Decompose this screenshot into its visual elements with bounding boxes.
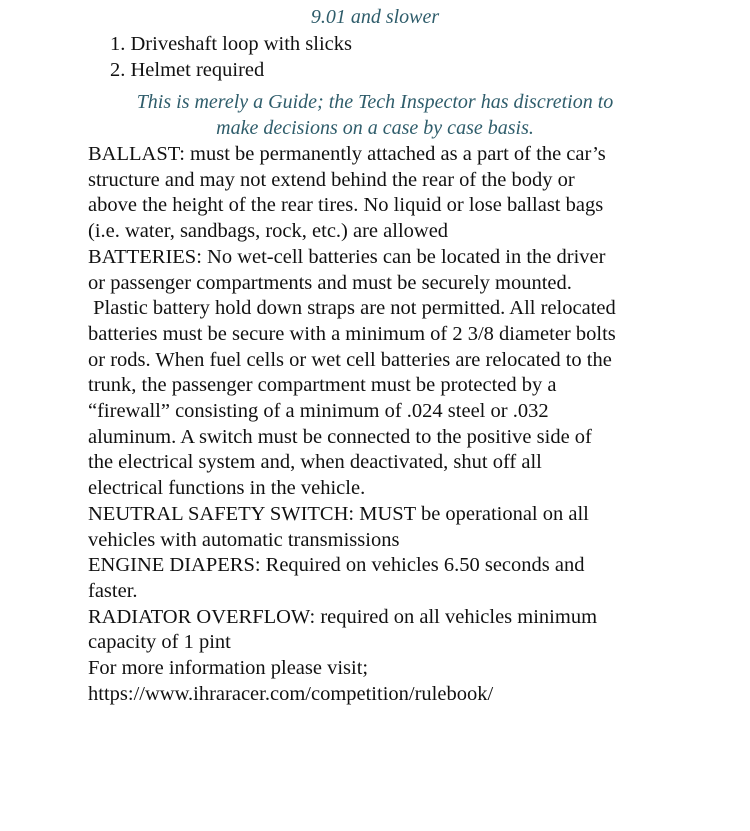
requirement-item: 2. Helmet required (110, 58, 265, 81)
ballast-rule-line: above the height of the rear tires. No liquid or lose ballast bags (88, 194, 604, 217)
engine-diapers-rule-line: ENGINE DIAPERS: Required on vehicles 6.50 seconds and (88, 554, 585, 577)
ballast-rule-line: structure and may not extend behind the rear of the body or (88, 168, 575, 191)
requirement-item: 1. Driveshaft loop with slicks (110, 33, 352, 55)
guide-disclaimer-line: This is merely a Guide; the Tech Inspector has discretion to (136, 91, 614, 113)
batteries-rule-line: electrical functions in the vehicle. (88, 477, 366, 500)
speed-class-heading: 9.01 and slower (310, 6, 440, 28)
batteries-rule-line: Plastic battery hold down straps are not permitted. All relocated (88, 297, 616, 320)
requirements-list (110, 32, 352, 83)
radiator-overflow-rule-line: capacity of 1 pint (88, 631, 231, 654)
engine-diapers-rule-line: faster. (88, 579, 138, 602)
batteries-rule-line: the electrical system and, when deactivated, shut off all (88, 451, 542, 474)
rulebook-url[interactable]: https://www.ihraracer.com/competition/rulebook/ (88, 682, 494, 705)
ballast-rule-line: (i.e. water, sandbags, rock, etc.) are allowed (88, 220, 449, 243)
radiator-overflow-rule-line: RADIATOR OVERFLOW: required on all vehicles minimum (88, 605, 598, 628)
ballast-rule-line: BALLAST: must be permanently attached as a part of the car’s (88, 143, 606, 165)
batteries-rule-line: or passenger compartments and must be securely mounted. (88, 271, 572, 294)
rules-body (88, 142, 688, 707)
batteries-rule-line: “firewall” consisting of a minimum of .024 steel or .032 (88, 400, 549, 423)
guide-disclaimer-line: make decisions on a case by case basis. (216, 117, 534, 139)
more-info-text: For more information please visit; (88, 657, 369, 680)
neutral-safety-rule-line: vehicles with automatic transmissions (88, 528, 400, 551)
guide-disclaimer (95, 89, 655, 141)
batteries-rule-line: batteries must be secure with a minimum of 2 3/8 diameter bolts (88, 322, 616, 345)
batteries-rule-line: BATTERIES: No wet-cell batteries can be located in the driver (88, 245, 606, 268)
batteries-rule-line: trunk, the passenger compartment must be protected by a (88, 374, 557, 397)
batteries-rule-line: or rods. When fuel cells or wet cell batteries are relocated to the (88, 348, 612, 371)
neutral-safety-rule-line: NEUTRAL SAFETY SWITCH: MUST be operational on all (88, 502, 589, 525)
batteries-rule-line: aluminum. A switch must be connected to the positive side of (88, 425, 592, 448)
